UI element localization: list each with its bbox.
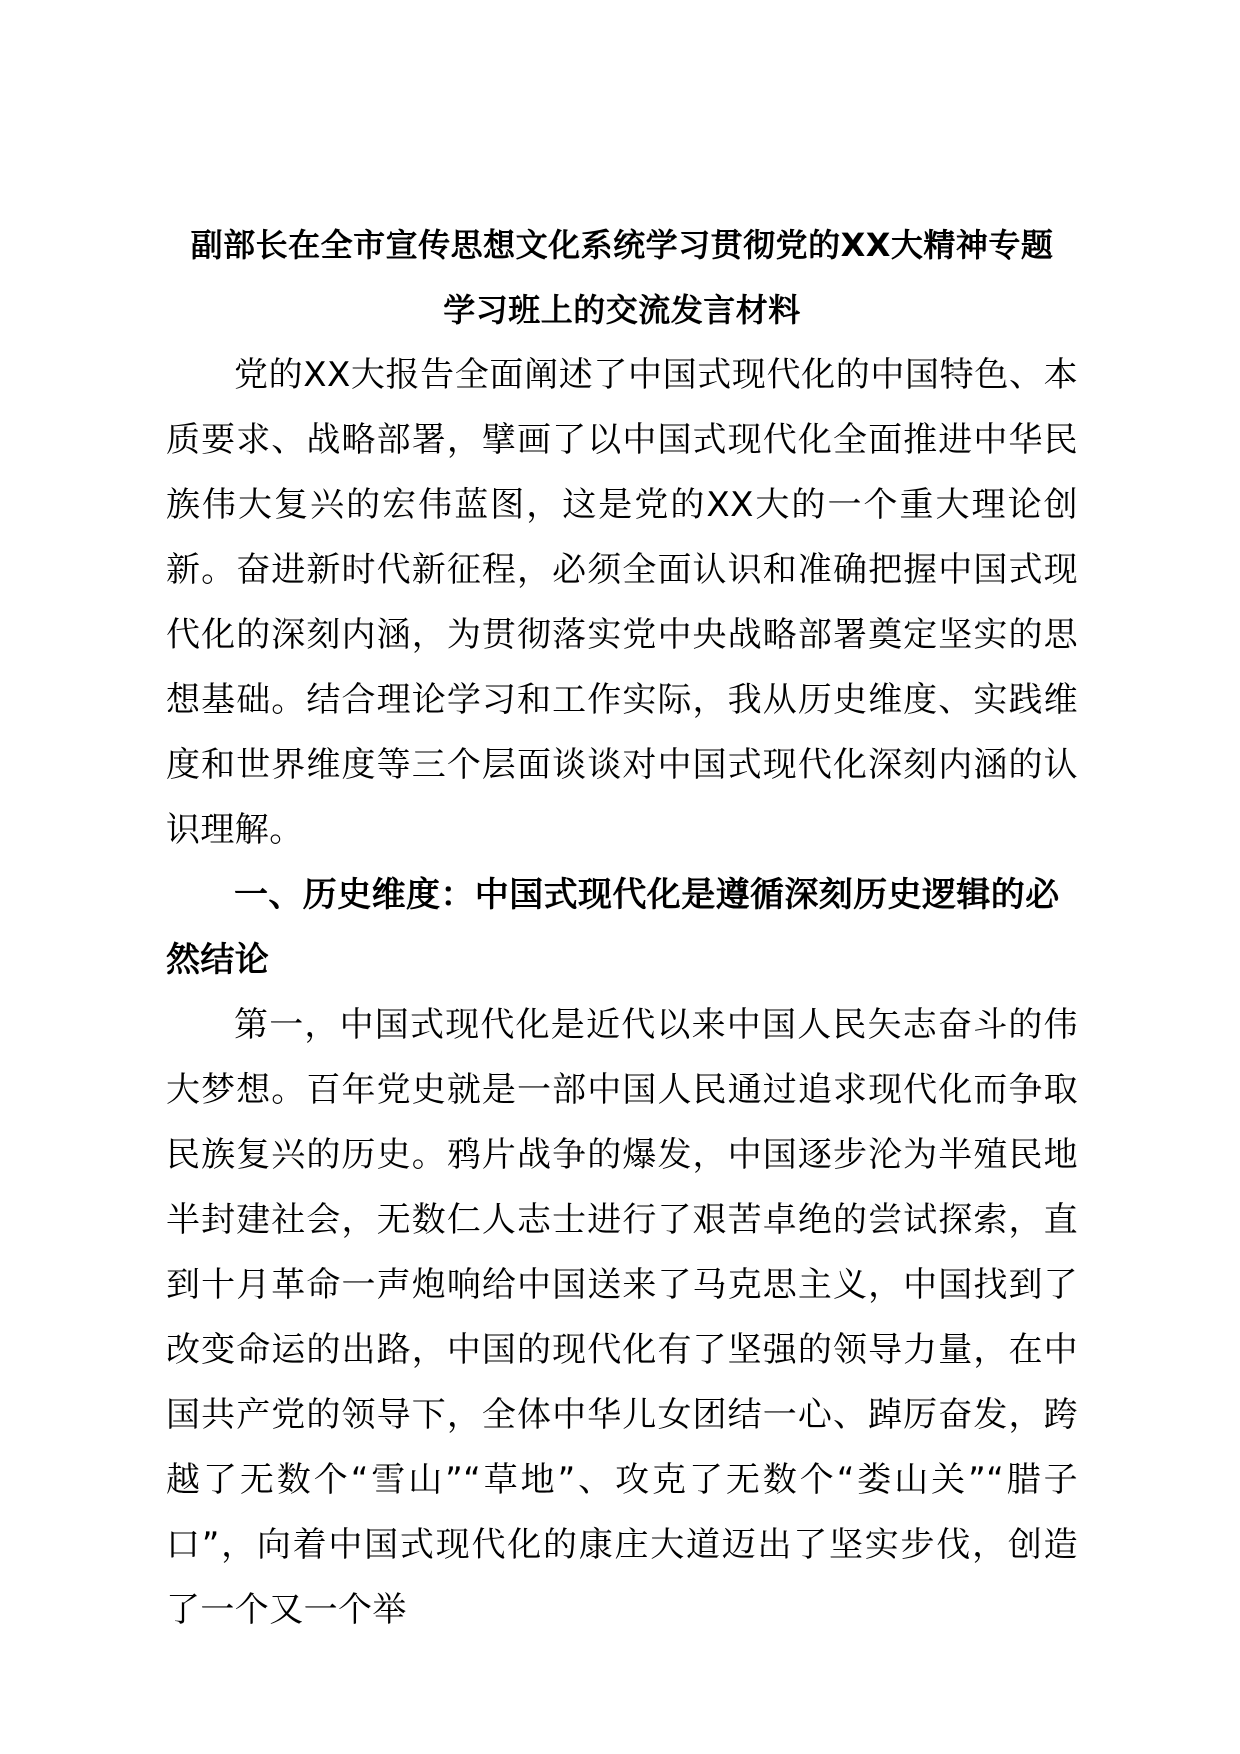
intro-paragraph: 党的XX大报告全面阐述了中国式现代化的中国特色、本质要求、战略部署，擘画了以中国式现代化全面推进中华民族伟大复兴的宏伟蓝图，这是党的XX大的一个重大理论创新。奋进新时代新征程，必须全面认识和准确把握中国式现代化的深刻内涵，为贯彻落实党中央战略部署奠定坚实的思想基础。结合理论学习和工作实际，我从历史维度、实践维度和世界维度等三个层面谈谈对中国式现代化深刻内涵的认识理解。: [166, 355, 1078, 850]
title-line-2: 学习班上的交流发言材料: [443, 291, 801, 329]
document-title: [166, 213, 1078, 343]
section-heading-1: 一、历史维度：中国式现代化是遵循深刻历史逻辑的必然结论: [166, 875, 1060, 980]
document-page: [166, 213, 1078, 1643]
title-line-1: 副部长在全市宣传思想文化系统学习贯彻党的XX大精神专题: [190, 226, 1054, 264]
body-paragraph: 第一，中国式现代化是近代以来中国人民矢志奋斗的伟大梦想。百年党史就是一部中国人民通过追求现代化而争取民族复兴的历史。鸦片战争的爆发，中国逐步沦为半殖民地半封建社会，无数仁人志士进行了艰苦卓绝的尝试探索，直到十月革命一声炮响给中国送来了马克思主义，中国找到了改变命运的出路，中国的现代化有了坚强的领导力量，在中国共产党的领导下，全体中华儿女团结一心、踔厉奋发，跨越了无数个“雪山”“草地”、攻克了无数个“娄山关”“腊子口”，向着中国式现代化的康庄大道迈出了坚实步伐，创造了一个又一个举: [166, 1005, 1078, 1630]
